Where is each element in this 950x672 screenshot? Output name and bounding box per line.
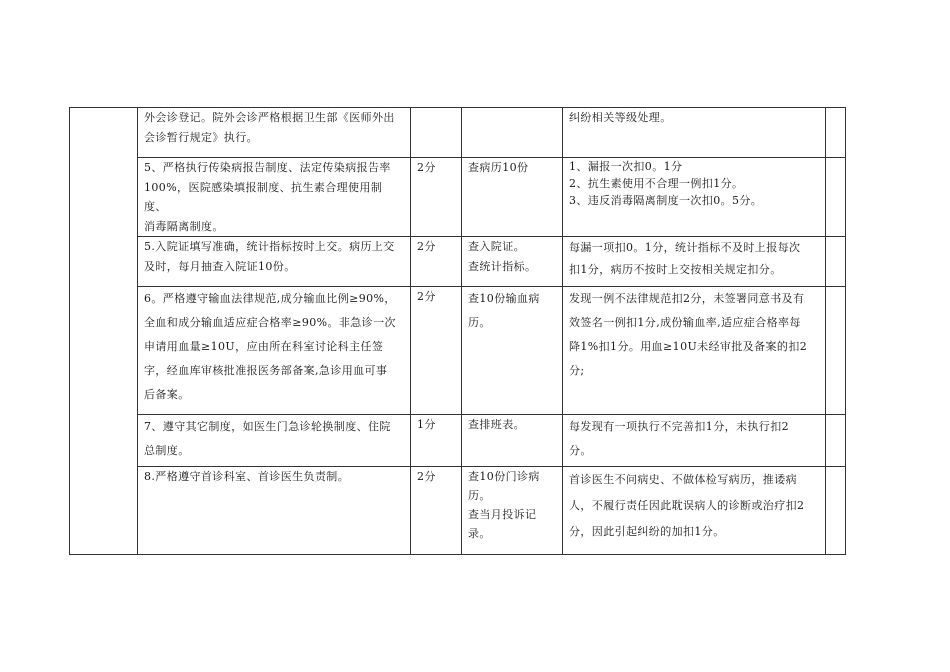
remark-cell: [826, 237, 846, 287]
item-cell: 7、遵守其它制度，如医生门急诊轮换制度、住院 总制度。: [138, 415, 411, 467]
deduction-cell: 首诊医生不问病史、不做体检写病历，推诿病 人，不履行责任因此耽误病人的诊断或治疗扣2 分，因此引起纠纷的加扣1分。: [563, 467, 826, 555]
method-cell: 查10份门诊病 历。 查当月投诉记 录。: [462, 467, 563, 555]
item-cell: 外会诊登记。院外会诊严格根据卫生部《医师外出 会诊暂行规定》执行。: [138, 108, 411, 158]
remark-cell: [826, 415, 846, 467]
category-cell: [70, 108, 138, 555]
table-row: [70, 158, 846, 237]
assessment-table: [69, 107, 846, 555]
deduction-cell: 每发现有一项执行不完善扣1分，未执行扣2 分。: [563, 415, 826, 467]
method-cell: 查10份输血病 历。: [462, 287, 563, 415]
table-row: [70, 467, 846, 555]
score-cell: [411, 108, 462, 158]
item-cell: 5、严格执行传染病报告制度、法定传染病报告率 100%，医院感染填报制度、抗生素合理使用制度、 消毒隔离制度。: [138, 158, 411, 237]
method-cell: [462, 108, 563, 158]
table-row: [70, 415, 846, 467]
score-cell: 1分: [411, 415, 462, 467]
deduction-cell: 1、漏报一次扣0。1分 2、抗生素使用不合理一例扣1分。 3、违反消毒隔离制度一次扣0。5分。: [563, 158, 826, 237]
remark-cell: [826, 467, 846, 555]
item-cell: 8.严格遵守首诊科室、首诊医生负责制。: [138, 467, 411, 555]
method-cell: 查入院证。 查统计指标。: [462, 237, 563, 287]
table-row: [70, 108, 846, 158]
remark-cell: [826, 287, 846, 415]
remark-cell: [826, 108, 846, 158]
remark-cell: [826, 158, 846, 237]
score-cell: 2分: [411, 467, 462, 555]
score-cell: 2分: [411, 158, 462, 237]
score-cell: 2分: [411, 287, 462, 415]
score-cell: 2分: [411, 237, 462, 287]
method-cell: 查病历10份: [462, 158, 563, 237]
method-cell: 查排班表。: [462, 415, 563, 467]
table-row: [70, 287, 846, 415]
deduction-cell: 纠纷相关等级处理。: [563, 108, 826, 158]
deduction-cell: 每漏一项扣0。1分，统计指标不及时上报每次 扣1分，病历不按时上交按相关规定扣分。: [563, 237, 826, 287]
table-row: [70, 237, 846, 287]
item-cell: 5.入院证填写准确，统计指标按时上交。病历上交 及时，每月抽查入院证10份。: [138, 237, 411, 287]
item-cell: 6。严格遵守输血法律规范,成分输血比例≥90%， 全血和成分输血适应症合格率≥90%。非急诊一次 申请用血量≥10U，应由所在科室讨论科主任签 字，经血库审核批准报医务部备案,急诊用血可事 后备案。: [138, 287, 411, 415]
deduction-cell: 发现一例不法律规范扣2分，未签署同意书及有 效签名一例扣1分,成份输血率,适应症合格率每 降1%扣1分。用血≥10U未经审批及备案的扣2 分;: [563, 287, 826, 415]
